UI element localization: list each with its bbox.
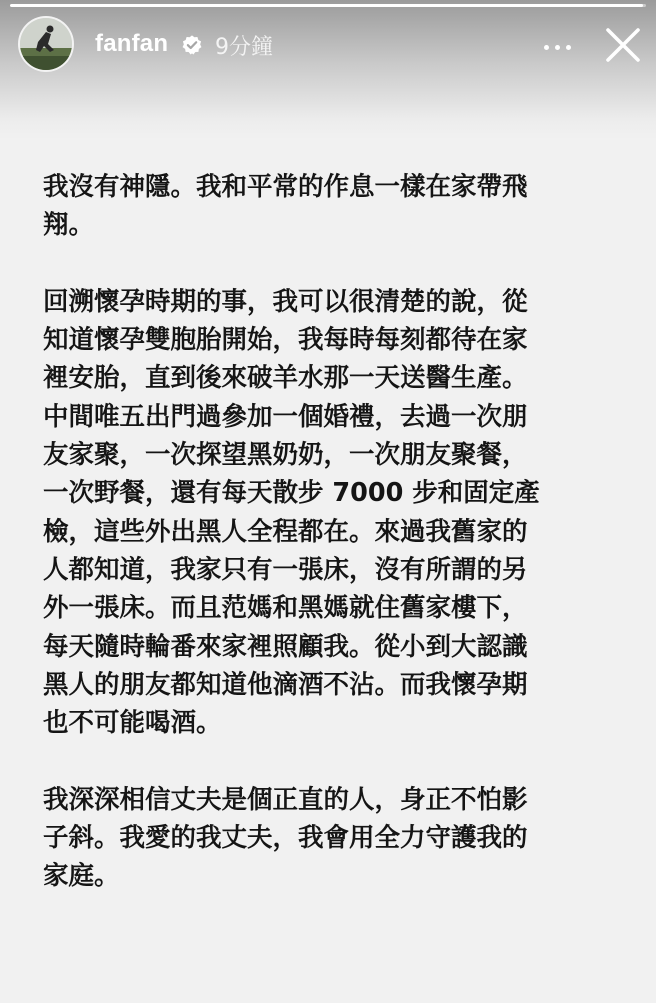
text-line: 檢，這些外出黑人全程都在。來過我舊家的 <box>43 516 528 547</box>
more-dot <box>566 45 571 50</box>
story-progress-bar <box>10 4 646 7</box>
text-line: 我深深相信丈夫是個正直的人，身正不怕影 <box>43 784 528 815</box>
paragraph <box>43 781 623 896</box>
text-line: 一次野餐，還有每天散步 7000 步和固定產 <box>43 478 540 509</box>
text-line: 外一張床。而且范媽和黑媽就住舊家樓下， <box>43 593 528 624</box>
text-line: 翔。 <box>43 210 95 241</box>
text-line: 回溯懷孕時期的事，我可以很清楚的說，從 <box>43 286 528 317</box>
paragraph-gap <box>43 245 623 283</box>
more-horizontal-icon <box>544 45 549 50</box>
story-header <box>0 14 656 78</box>
story-text-content <box>43 168 623 896</box>
text-line: 家庭。 <box>43 861 120 892</box>
text-line: 我沒有神隱。我和平常的作息一樣在家帶飛 <box>43 172 528 202</box>
username[interactable]: fanfan <box>95 30 169 57</box>
timestamp: 9分鐘 <box>215 35 273 60</box>
avatar-image <box>20 18 72 70</box>
paragraph <box>43 168 623 245</box>
more-dot <box>555 45 560 50</box>
avatar[interactable] <box>20 18 72 70</box>
close-icon[interactable] <box>602 24 644 66</box>
text-line: 黑人的朋友都知道他滴酒不沾。而我懷孕期 <box>43 669 528 700</box>
text-line: 知道懷孕雙胞胎開始，我每時每刻都待在家 <box>43 325 528 356</box>
text-line: 也不可能喝酒。 <box>43 708 222 739</box>
paragraph-gap <box>43 742 623 780</box>
text-line: 子斜。我愛的我丈夫，我會用全力守護我的 <box>43 823 528 854</box>
paragraph <box>43 283 623 743</box>
text-line: 每天隨時輪番來家裡照顧我。從小到大認識 <box>43 631 528 662</box>
verified-badge-icon <box>181 34 203 56</box>
text-line: 裡安胎，直到後來破羊水那一天送醫生產。 <box>43 363 528 394</box>
more-options-button[interactable] <box>537 32 577 62</box>
story-progress-fill <box>10 4 643 7</box>
text-line: 中間唯五出門過參加一個婚禮，去過一次朋 <box>43 401 528 432</box>
text-line: 友家聚，一次探望黑奶奶，一次朋友聚餐， <box>43 440 528 471</box>
text-line: 人都知道，我家只有一張床，沒有所謂的另 <box>43 554 528 585</box>
